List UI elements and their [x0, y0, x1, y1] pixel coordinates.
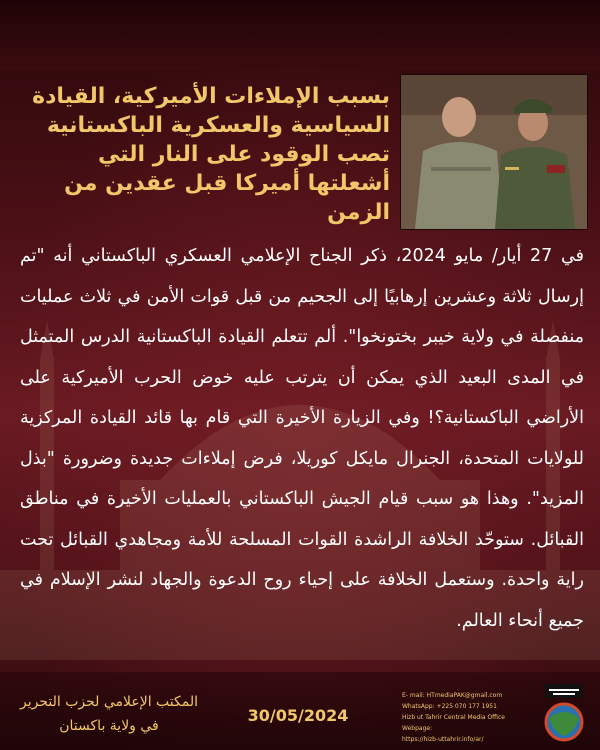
article-body: في 27 أيار/ مايو 2024، ذكر الجناح الإعلامي العسكري الباكستاني أنه "تم إرسال ثلاثة وعشرين إرهابيًا إلى الجحيم من قبل قوات الأمن في ثلاث عمليات منفصلة في ولاية خيبر بختونخوا". ألم تتعلم القيادة الباكستانية الدرس المتمثل في المدى البعيد الذي يمكن أن يترتب عليه خوض الحرب الأميركية على الأراضي الباكستانية؟! وفي الزيارة الأخيرة التي قام بها قائد القيادة المركزية للولايات المتحدة، الجنرال مايكل كوريلا، فرض إملاءات جديدة وضرورة "بذل المزيد". وهذا هو سبب قيام الجيش الباكستاني بالعمليات الأخيرة في مناطق القبائل. ستوحّد الخلافة الراشدة القوات المسلحة للأمة ومجاهدي القبائل تحت راية واحدة. وستعمل الخلافة على إحياء روح الدعوة والجهاد لنشر الإسلام في جميع أنحاء العالم. — [20, 246, 584, 631]
headline: بسبب الإملاءات الأميركية، القيادة السياسية والعسكرية الباكستانية تصب الوقود على النار التي أشعلتها أميركا قبل عقدين من الزمن — [32, 84, 390, 225]
contact-email[interactable]: E- mail: HTmediaPAK@gmail.com — [402, 692, 503, 699]
organization-logo — [535, 684, 593, 742]
media-office-line-1: المكتب الإعلامي لحزب التحرير — [19, 694, 199, 710]
contact-webpage-link[interactable]: https://hizb-uttahrir.info/ar/ — [402, 736, 484, 743]
publication-date: 30/05/2024 — [247, 706, 349, 725]
contact-whatsapp: WhatsApp: +225 070 177 1951 — [402, 703, 497, 710]
officials-photo — [400, 74, 588, 230]
contact-webpage-label: Hizb ut Tahrir Central Media Office Webpage: — [402, 714, 505, 732]
media-office-line-2: في ولاية باكستان — [59, 718, 159, 734]
contact-info — [402, 690, 528, 745]
top-banner — [0, 0, 600, 70]
media-office-name — [14, 690, 204, 738]
